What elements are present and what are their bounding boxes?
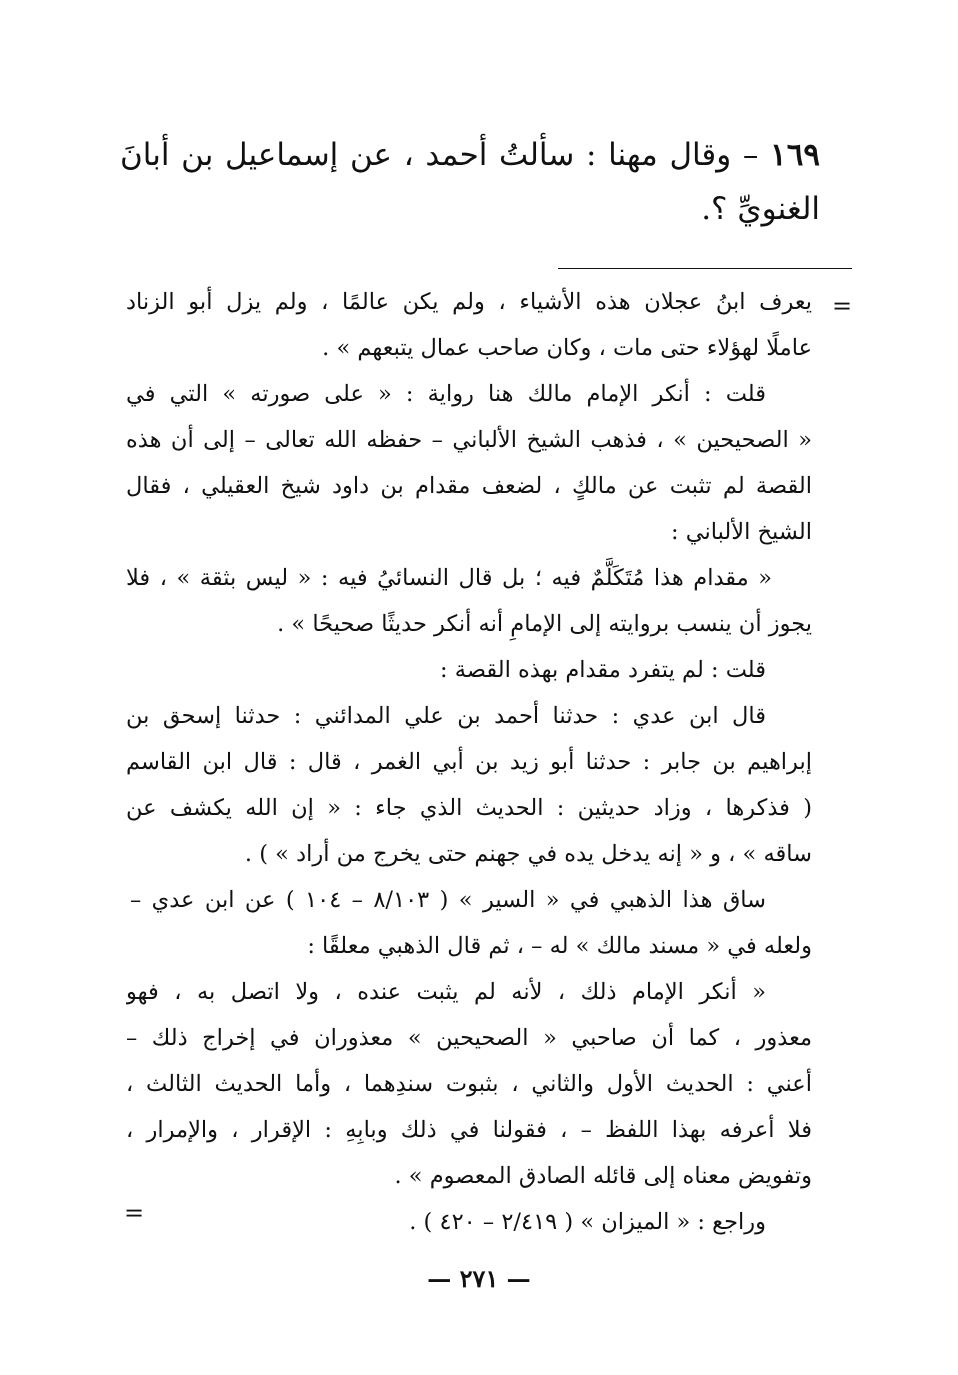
footnote-line-8: يجوز أن ينسب بروايته إلى الإمامِ أنه أنكر حديثًا صحيحًا » . — [277, 611, 812, 637]
footnote-line-5: القصة لم تثبت عن مالكٍ ، لضعف مقدام بن داود شيخ العقيلي ، فقال — [126, 473, 812, 499]
footnote-line-7: « مقدام هذا مُتَكَلَّمٌ فيه ؛ بل قال النسائيُ فيه : « ليس بثقة » ، فلا — [126, 565, 772, 591]
footnote-line-14: ساق هذا الذهبي في « السير » ( ٨/١٠٣ – ١٠٤ ) عن ابن عدي – — [130, 887, 766, 913]
entry-number: ١٦٩ — [770, 137, 820, 173]
footnote-line-21: وراجع : « الميزان » ( ٢/٤١٩ – ٤٢٠ ) . — [409, 1209, 766, 1235]
footnote-separator — [558, 268, 852, 269]
footnote-line-19: فلا أعرفه بهذا اللفظ – ، فقولنا في ذلك وبابِهِ : الإقرار ، والإمرار ، — [126, 1117, 812, 1143]
page-number: — ٢٧١ — — [427, 1264, 531, 1293]
footnote-line-1: يعرف ابنُ عجلان هذه الأشياء ، ولم يكن عالمًا ، ولم يزل أبو الزناد — [126, 289, 812, 315]
footnote-line-4: « الصحيحين » ، فذهب الشيخ الألباني – حفظه الله تعالى – إلى أن هذه — [126, 427, 812, 453]
footnote-line-3: قلت : أنكر الإمام مالك هنا رواية : « على صورته » التي في — [126, 381, 766, 407]
footnote-line-18: أعني : الحديث الأول والثاني ، بثبوت سندِهما ، وأما الحديث الثالث ، — [126, 1071, 812, 1097]
footnote-line-9: قلت : لم يتفرد مقدام بهذه القصة : — [440, 657, 766, 683]
entry-text: – وقال مهنا : سألتُ أحمد ، عن إسماعيل بن أبانَ الغنويِّ ؟. — [120, 137, 820, 227]
footnote-line-6: الشيخ الألباني : — [671, 519, 812, 545]
footnote-continuation-mark-start: = — [832, 292, 853, 320]
footnote-line-10: قال ابن عدي : حدثنا أحمد بن علي المدائني : حدثنا إسحق بن — [126, 703, 766, 729]
footnote-line-17: معذور ، كما أن صاحبي « الصحيحين » معذوران في إخراج ذلك – — [126, 1025, 812, 1051]
footnote-line-2: عاملًا لهؤلاء حتى مات ، وكان صاحب عمال يتبعهم » . — [322, 335, 812, 361]
main-entry — [120, 128, 820, 236]
footnote-line-11: إبراهيم بن جابر : حدثنا أبو زيد بن أبي الغمر ، قال : قال ابن القاسم — [126, 749, 812, 775]
footnote-continuation-mark-end: = — [124, 1199, 145, 1227]
footnote-line-20: وتفويض معناه إلى قائله الصادق المعصوم » . — [394, 1163, 812, 1189]
footnote-line-15: ولعله في « مسند مالك » له – ، ثم قال الذهبي معلقًا : — [307, 933, 812, 959]
footnote-line-16: « أنكر الإمام ذلك ، لأنه لم يثبت عنده ، ولا اتصل به ، فهو — [126, 979, 766, 1005]
footnote-line-13: ساقه » ، و « إنه يدخل يده في جهنم حتى يخرج من أراد » ) . — [244, 841, 812, 867]
footnote-line-12: ( فذكرها ، وزاد حديثين : الحديث الذي جاء : « إن الله يكشف عن — [126, 795, 812, 821]
